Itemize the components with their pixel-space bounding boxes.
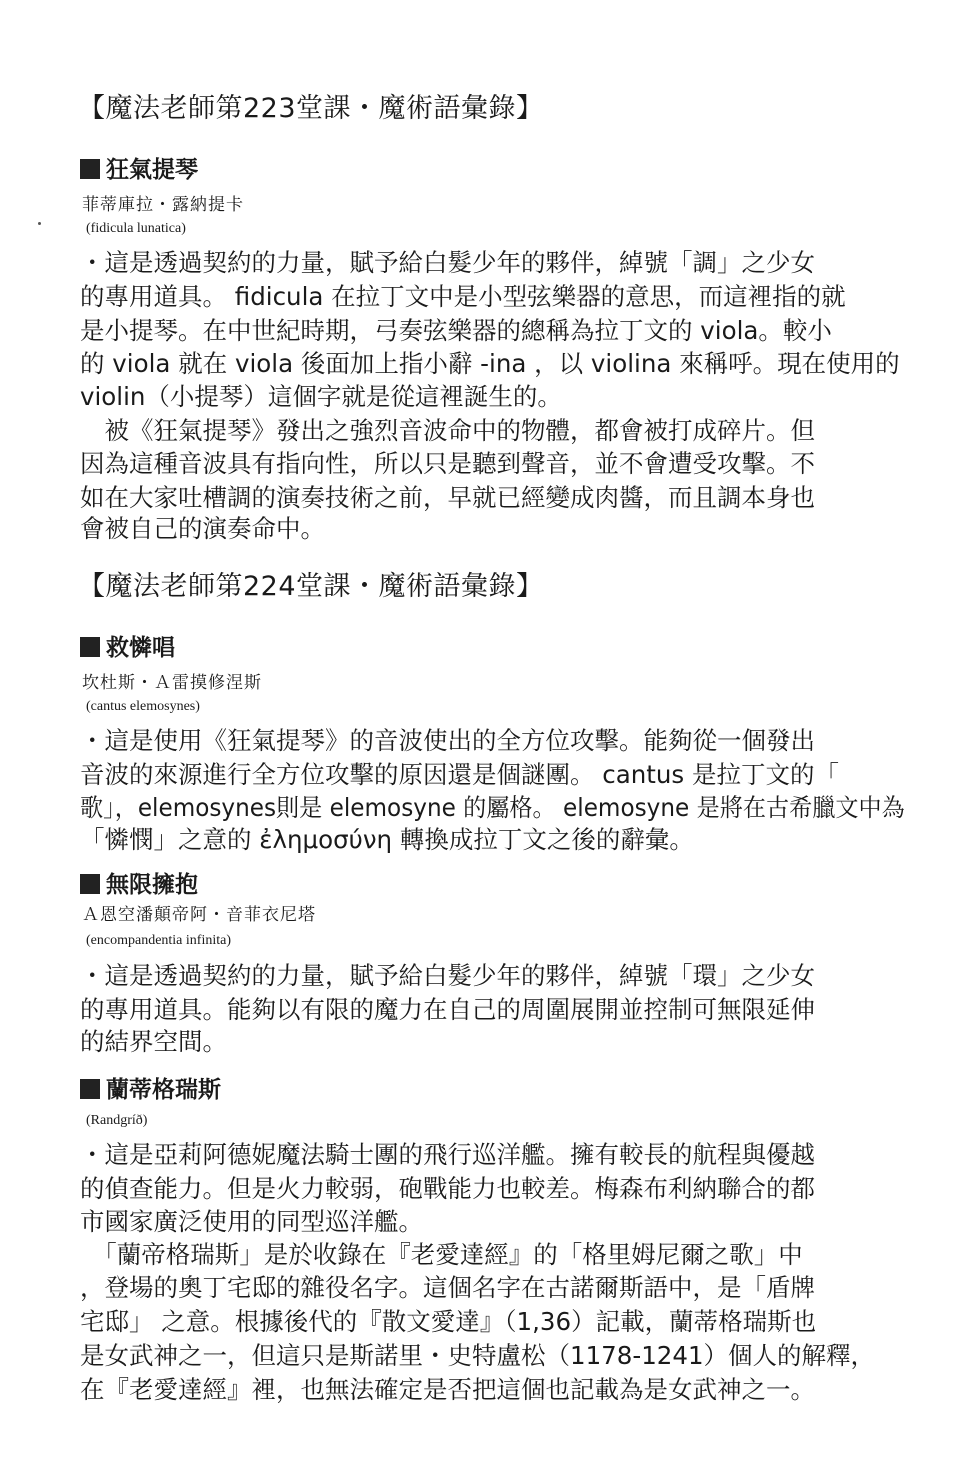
body-line: 在『老愛達經』裡，也無法確定是否把這個也記載為是女武神之一。: [80, 1375, 815, 1404]
body-line: ・這是透過契約的力量，賦予給白髮少年的夥伴，綽號「調」之少女: [80, 248, 815, 277]
body-line: 音波的來源進行全方位攻擊的原因還是個謎團。 cantus 是拉丁文的「: [80, 760, 839, 789]
body-line: 宅邸」 之意。根據後代的『散文愛達』（1,36）記載，蘭蒂格瑞斯也: [80, 1307, 817, 1336]
body-line: 被《狂氣提琴》發出之強烈音波命中的物體，都會被打成碎片。但: [80, 416, 815, 445]
term-reading: Ａ恩空潘顛帝阿・音菲衣尼塔: [82, 905, 316, 925]
body-line: 的專用道具。能夠以有限的魔力在自己的周圍展開並控制可無限延伸: [80, 995, 815, 1024]
body-line: 因為這種音波具有指向性，所以只是聽到聲音，並不會遭受攻擊。不: [80, 449, 815, 478]
term-heading: [80, 870, 198, 900]
body-line: 「蘭帝格瑞斯」是於收錄在『老愛達經』的「格里姆尼爾之歌」中: [80, 1240, 803, 1269]
term-latin: (Randgríð): [86, 1113, 148, 1128]
square-bullet-icon: [80, 1079, 100, 1099]
term-latin: (cantus elemosynes): [86, 699, 200, 714]
term-name: 狂氣提琴: [106, 156, 198, 183]
body-line: ・這是透過契約的力量，賦予給白髮少年的夥伴，綽號「環」之少女: [80, 961, 815, 990]
body-line: 的結界空間。: [80, 1027, 227, 1056]
term-name: 蘭蒂格瑞斯: [106, 1076, 221, 1103]
body-line: 「憐憫」之意的 ἐλημοσύνη 轉換成拉丁文之後的辭彙。: [80, 825, 694, 854]
term-heading: [80, 155, 198, 185]
body-line: ・這是使用《狂氣提琴》的音波使出的全方位攻擊。能夠從一個發出: [80, 726, 815, 755]
body-line: 的 viola 就在 viola 後面加上指小辭 -ina ，以 violina 來稱呼。現在使用的: [80, 349, 900, 378]
body-line: violin（小提琴）這個字就是從這裡誕生的。: [80, 382, 562, 411]
term-latin: (fidicula lunatica): [86, 221, 186, 236]
body-line: ，登場的奧丁宅邸的雜役名字。這個名字在古諾爾斯語中，是「盾牌: [80, 1273, 815, 1302]
body-line: 歌」，elemosynes則是 elemosyne 的屬格。 elemosyne 是將在古希臘文中為: [80, 793, 905, 822]
body-line: 的偵查能力。但是火力較弱，砲戰能力也較差。梅森布利納聯合的都: [80, 1174, 815, 1203]
body-line: 是小提琴。在中世紀時期，弓奏弦樂器的總稱為拉丁文的 viola。較小: [80, 316, 832, 345]
term-reading: 菲蒂庫拉・露納提卡: [82, 195, 244, 215]
term-name: 救憐唱: [106, 634, 175, 661]
term-name: 無限擁抱: [106, 871, 198, 898]
section-title: 【魔法老師第224堂課・魔術語彙錄】: [78, 571, 544, 602]
term-heading: [80, 1075, 221, 1105]
body-line: 是女武神之一，但這只是斯諾里・史特盧松（1178-1241）個人的解釋，: [80, 1341, 876, 1370]
body-line: 會被自己的演奏命中。: [80, 514, 325, 543]
body-line: 的專用道具。 fidicula 在拉丁文中是小型弦樂器的意思，而這裡指的就: [80, 282, 846, 311]
body-line: ・這是亞莉阿德妮魔法騎士團的飛行巡洋艦。擁有較長的航程與優越: [80, 1140, 815, 1169]
square-bullet-icon: [80, 874, 100, 894]
square-bullet-icon: [80, 637, 100, 657]
scan-mark: [38, 222, 41, 225]
term-reading: 坎杜斯・Ａ雷摸修涅斯: [82, 673, 262, 693]
term-latin: (encompandentia infinita): [86, 933, 231, 948]
body-line: 如在大家吐槽調的演奏技術之前，早就已經變成肉醬，而且調本身也: [80, 483, 815, 512]
square-bullet-icon: [80, 159, 100, 179]
body-line: 市國家廣泛使用的同型巡洋艦。: [80, 1207, 423, 1236]
section-title: 【魔法老師第223堂課・魔術語彙錄】: [78, 93, 544, 124]
term-heading: [80, 633, 175, 663]
